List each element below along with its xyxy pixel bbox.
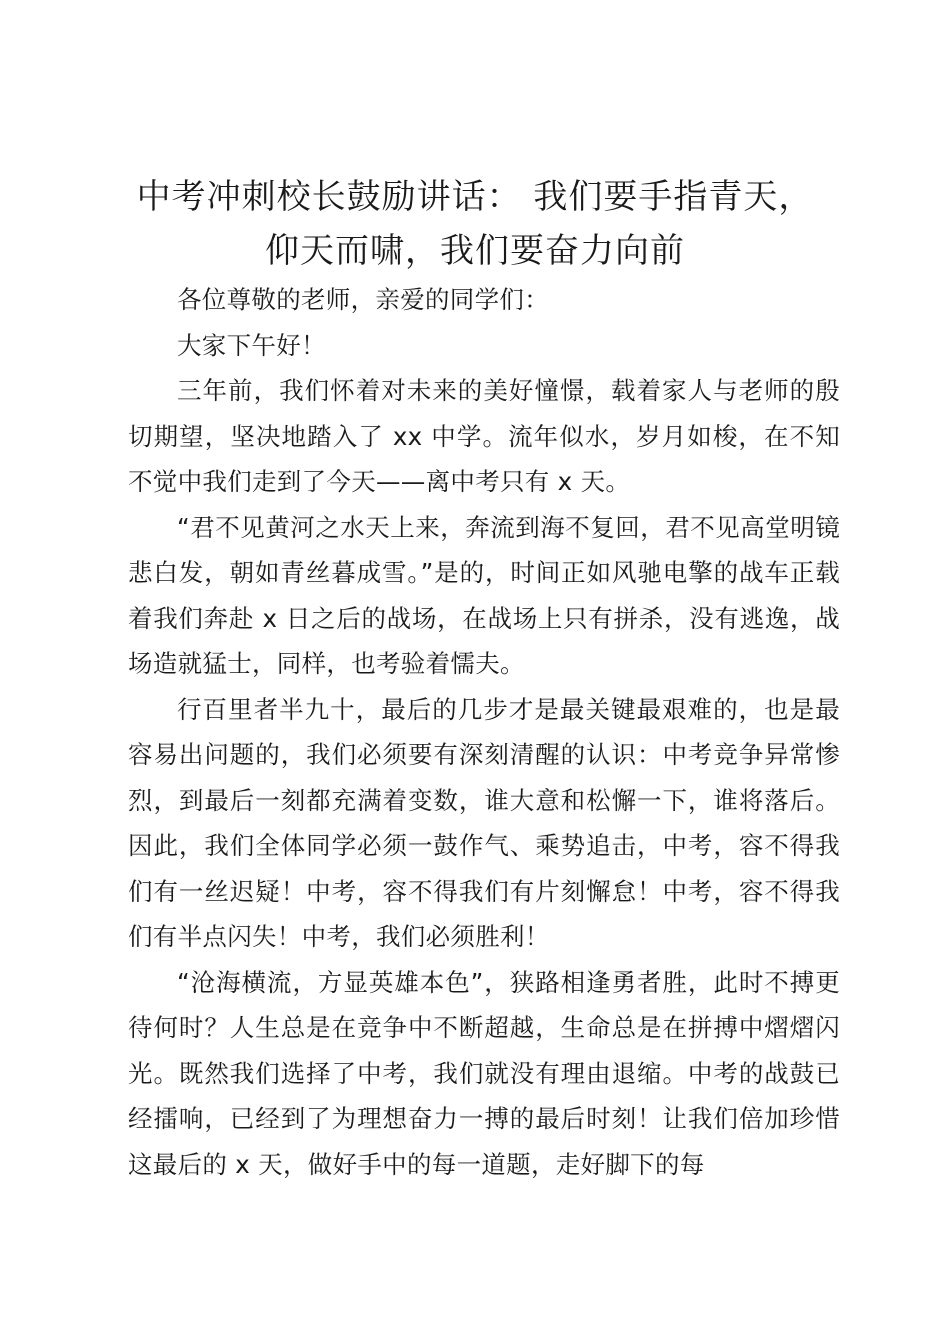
paragraph: 三年前，我们怀着对未来的美好憧憬，载着家人与老师的殷切期望，坚决地踏入了 xx 中学。流年似水，岁月如梭，在不知不觉中我们走到了今天——离中考只有 x 天。 — [128, 376, 840, 496]
paragraph: “君不见黄河之水天上来，奔流到海不复回，君不见高堂明镜悲白发，朝如青丝暮成雪。”是的，时间正如风驰电擎的战车正载着我们奔赴 x 日之后的战场，在战场上只有拼杀，没有逃逸，战场造就猛士，同样，也考验着懦夫。 — [128, 512, 840, 678]
paragraph: 行百里者半九十，最后的几步才是最关键最艰难的，也是最容易出问题的，我们必须要有深刻清醒的认识：中考竞争异常惨烈，到最后一刻都充满着变数，谁大意和松懈一下，谁将落后。因此，我们全体同学必须一鼓作气、乘势追击，中考，容不得我们有一丝迟疑！中考，容不得我们有片刻懈怠！中考，容不得我们有半点闪失！中考，我们必须胜利！ — [128, 694, 840, 951]
paragraph-salutation: 各位尊敬的老师，亲爱的同学们： — [177, 285, 549, 314]
paragraph-greeting: 大家下午好！ — [177, 330, 326, 360]
paragraph: “沧海横流，方显英雄本色”，狭路相逢勇者胜，此时不搏更待何时？人生总是在竞争中不断超越，生命总是在拼搏中熠熠闪光。既然我们选择了中考，我们就没有理由退缩。中考的战鼓已经擂响，已经到了为理想奋力一搏的最后时刻！让我们倍加珍惜这最后的 x 天，做好手中的每一道题，走好脚下的每 — [128, 967, 840, 1179]
title-line-1: 中考冲刺校长鼓励讲话： 我们要手指青天， — [136, 177, 814, 217]
title-line-2: 仰天而啸，我们要奋力向前 — [265, 231, 685, 271]
document-title — [110, 170, 840, 278]
document-body — [128, 277, 840, 1187]
